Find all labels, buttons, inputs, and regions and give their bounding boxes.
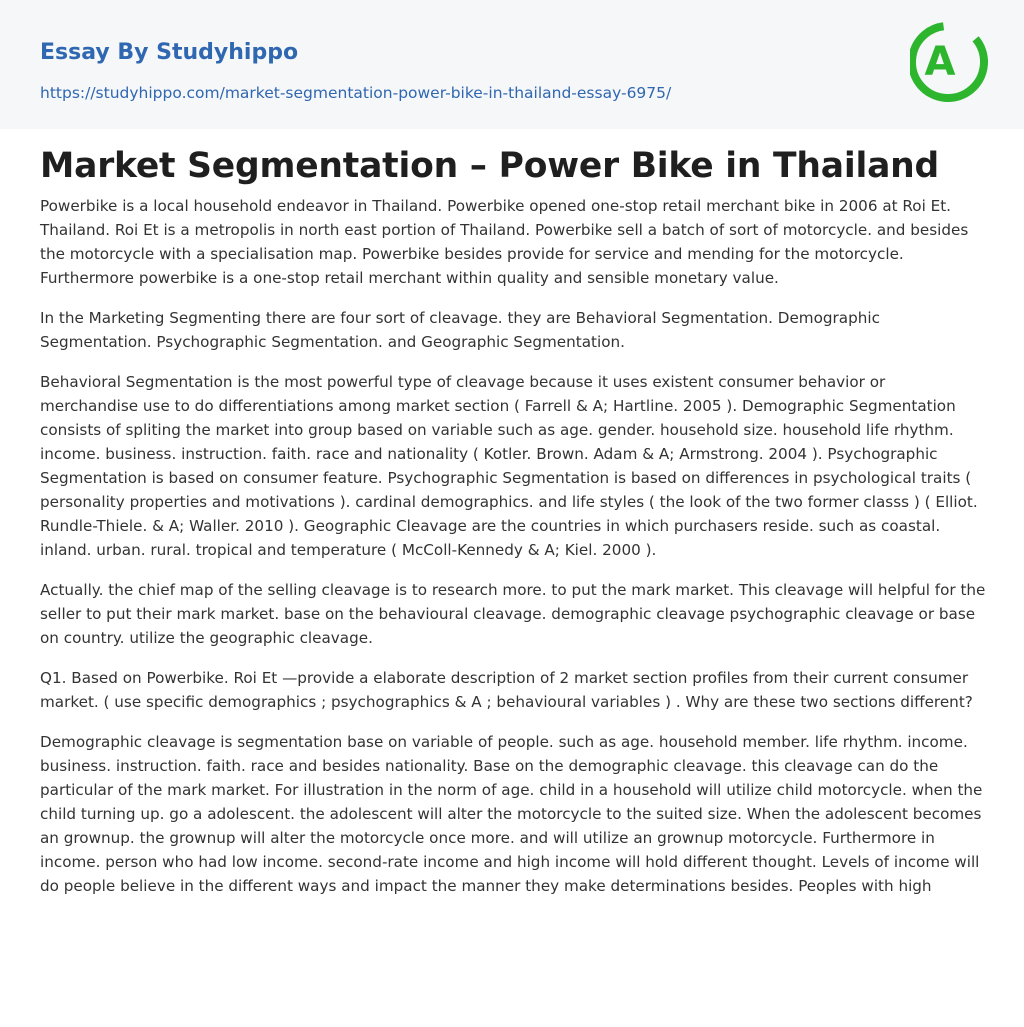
paragraph: Actually. the chief map of the selling cleavage is to research more. to put the mark market. This cleavage will helpful for the seller to put their mark market. base on the behavioural cleavage. demographic cleavage psychographic cleavage or base on country. utilize the geographic cleavage. — [40, 581, 986, 647]
essay-url-link[interactable]: https://studyhippo.com/market-segmentation-power-bike-in-thailand-essay-6975/ — [40, 84, 672, 102]
paragraph: Demographic cleavage is segmentation base on variable of people. such as age. household member. life rhythm. income. business. instruction. faith. race and besides nationality. Base on the demographic cleavage. this cleavage can do the particular of the mark market. For illustration in the norm of age. child in a household will utilize child motorcycle. when the child turning up. go a adolescent. the adolescent will alter the motorcycle to the suited size. When the adolescent becomes an grownup. the grownup will alter the motorcycle once more. and will utilize an grownup motorcycle. Furthermore in income. person who had low income. second-rate income and high income will hold different thought. Levels of income will do people believe in the different ways and impact the manner they make determinations besides. Peoples with high — [40, 733, 983, 895]
page-title: Market Segmentation – Power Bike in Thailand — [40, 146, 940, 186]
logo-letter: A — [924, 39, 956, 85]
paragraph: In the Marketing Segmenting there are four sort of cleavage. they are Behavioral Segmentation. Demographic Segmentation. Psychographic Segmentation. and Geographic Segmentation. — [40, 309, 880, 351]
paragraph: Behavioral Segmentation is the most powerful type of cleavage because it uses existent consumer behavior or merchandise use to do differentiations among market section ( Farrell & A; Hartline. 2005 ). Demographic Segmentation consists of spliting the market into group based on variable such as age. gender. household size. household life rhythm. income. business. instruction. faith. race and nationality ( Kotler. Brown. Adam & A; Armstrong. 2004 ). Psychographic Segmentation is based on consumer feature. Psychographic Segmentation is based on differences in psychological traits ( personality properties and motivations ). cardinal demographics. and life styles ( the look of the two former classs ) ( Elliot. Rundle-Thiele. & A; Waller. 2010 ). Geographic Cleavage are the countries in which purchasers reside. such as coastal. inland. urban. rural. tropical and temperature ( McColl-Kennedy & A; Kiel. 2000 ). — [40, 373, 978, 559]
brand-title[interactable]: Essay By Studyhippo — [40, 40, 299, 65]
essay-body — [40, 194, 988, 914]
paragraph: Powerbike is a local household endeavor in Thailand. Powerbike opened one-stop retail merchant bike in 2006 at Roi Et. Thailand. Roi Et is a metropolis in north east portion of Thailand. Powerbike sell a batch of sort of motorcycle. and besides the motorcycle with a specialisation map. Powerbike besides provide for service and mending for the motorcycle. Furthermore powerbike is a one-stop retail merchant within quality and sensible monetary value. — [40, 197, 969, 287]
paragraph: Q1. Based on Powerbike. Roi Et —provide a elaborate description of 2 market section profiles from their current consumer market. ( use specific demographics ; psychographics & A ; behavioural variables ) . Why are these two sections different? — [40, 669, 973, 711]
